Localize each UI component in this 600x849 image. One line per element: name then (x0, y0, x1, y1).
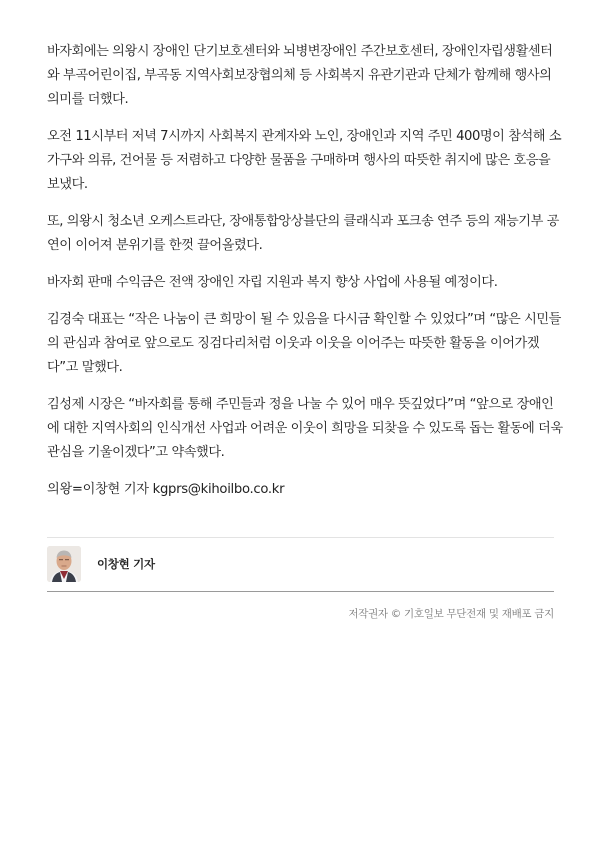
reporter-divider-top (47, 537, 554, 538)
article-paragraph-3 (47, 210, 559, 258)
paragraph-line: 바자회 판매 수익금은 전액 장애인 자립 지원과 복지 향상 사업에 사용될 예정이다. (47, 275, 498, 290)
reporter-photo-svg (47, 546, 81, 582)
paragraph-line: 관심을 기울이겠다”고 약속했다. (47, 445, 225, 460)
reporter-name[interactable]: 이창현 기자 (97, 557, 155, 571)
article-byline: 의왕=이창현 기자 kgprs@kihoilbo.co.kr (47, 482, 285, 497)
reporter-box[interactable] (47, 545, 155, 583)
article-paragraph-1 (47, 40, 554, 112)
paragraph-line: 가구와 의류, 건어물 등 저렴하고 다양한 물품을 구매하며 행사의 따뜻한 취지에 많은 호응을 (47, 153, 551, 168)
paragraph-line: 김성제 시장은 “바자회를 통해 주민들과 정을 나눌 수 있어 매우 뜻깊었다”며 “앞으로 장애인 (47, 397, 554, 412)
article-body (47, 40, 563, 502)
paragraph-line: 또, 의왕시 청소년 오케스트라단, 장애통합앙상블단의 클래식과 포크송 연주 등의 재능기부 공 (47, 214, 559, 229)
article-paragraph-4 (47, 271, 554, 295)
paragraph-line: 김경숙 대표는 “작은 나눔이 큰 희망이 될 수 있음을 다시금 확인할 수 있었다”며 “많은 시민들 (47, 312, 561, 327)
copyright-notice: 저작권자 © 기호일보 무단전재 및 재배포 금지 (348, 608, 554, 620)
article-paragraph-2 (47, 125, 562, 197)
article-paragraph-5 (47, 308, 561, 380)
paragraph-line: 바자회에는 의왕시 장애인 단기보호센터와 뇌병변장애인 주간보호센터, 장애인자립생활센터 (47, 44, 553, 59)
paragraph-line: 의미를 더했다. (47, 92, 129, 107)
reporter-divider-bottom (47, 591, 554, 592)
paragraph-line: 다”고 말했다. (47, 360, 123, 375)
paragraph-line: 와 부곡어린이집, 부곡동 지역사회보장협의체 등 사회복지 유관기관과 단체가 함께해 행사의 (47, 68, 552, 83)
paragraph-line: 의 관심과 참여로 앞으로도 징검다리처럼 이웃과 이웃을 이어주는 따뜻한 활동을 이어가겠 (47, 336, 540, 351)
paragraph-line: 에 대한 지역사회의 인식개선 사업과 어려운 이웃이 희망을 되찾을 수 있도록 돕는 활동에 더욱 (47, 421, 563, 436)
paragraph-line: 보냈다. (47, 177, 88, 192)
paragraph-line: 오전 11시부터 저녁 7시까지 사회복지 관계자와 노인, 장애인과 지역 주민 400명이 참석해 소 (47, 129, 562, 144)
article-paragraph-6 (47, 393, 563, 465)
paragraph-line: 연이 이어져 분위기를 한껏 끌어올렸다. (47, 238, 263, 253)
reporter-photo-icon[interactable] (47, 546, 81, 582)
